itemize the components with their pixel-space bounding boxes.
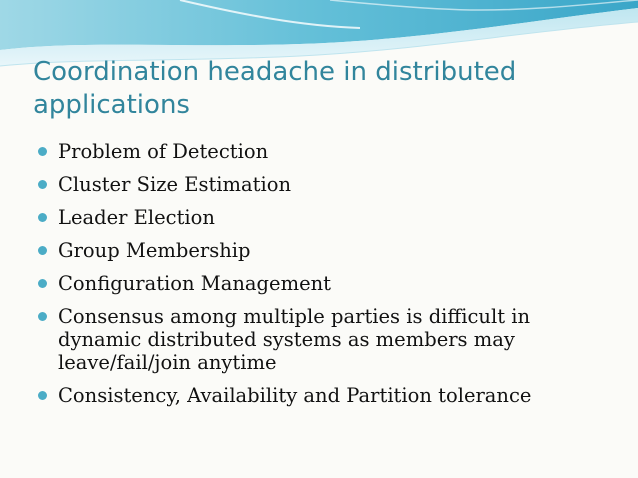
bullet-dot-icon (38, 279, 47, 288)
list-item (36, 239, 616, 262)
list-item (36, 384, 616, 407)
bullet-text: Configuration Management (58, 272, 332, 295)
bullet-dot-icon (38, 180, 47, 189)
bullet-dot-icon (38, 312, 47, 321)
bullet-text: Leader Election (58, 206, 215, 229)
bullet-dot-icon (38, 213, 47, 222)
list-item (36, 206, 616, 229)
list-item (36, 140, 616, 163)
bullet-text: Consistency, Availability and Partition tolerance (58, 384, 532, 407)
list-item (36, 173, 616, 196)
bullet-list (36, 140, 616, 417)
bullet-text: Group Membership (58, 239, 251, 262)
list-item (36, 272, 616, 295)
bullet-text: Cluster Size Estimation (58, 173, 292, 196)
bullet-text: Problem of Detection (58, 140, 269, 163)
bullet-dot-icon (38, 391, 47, 400)
list-item (36, 305, 616, 374)
bullet-dot-icon (38, 246, 47, 255)
bullet-dot-icon (38, 147, 47, 156)
bullet-text: Consensus among multiple parties is difficult in dynamic distributed systems as members may leave/fail/join anytime (58, 305, 531, 374)
slide-title: Coordination headache in distributed applications (33, 57, 517, 120)
